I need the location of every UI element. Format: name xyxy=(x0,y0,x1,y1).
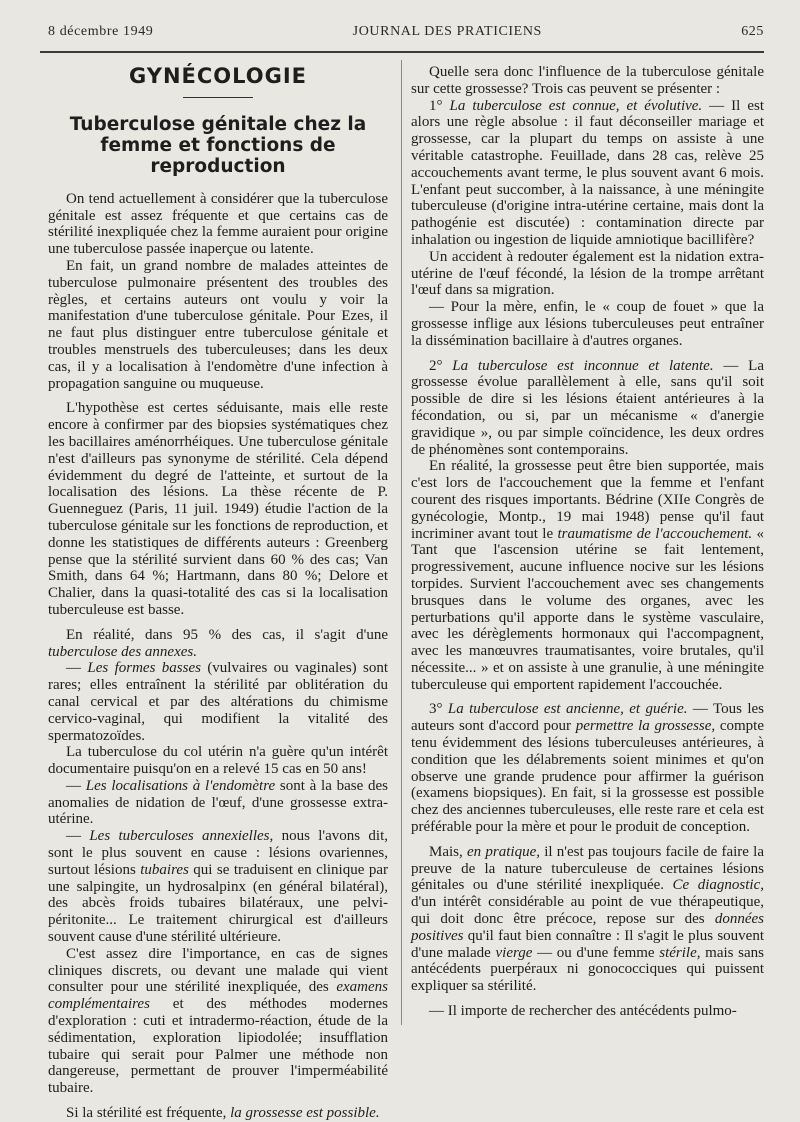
title-rule xyxy=(183,97,253,98)
section-title: GYNÉCOLOGIE xyxy=(128,64,308,88)
page-number: 625 xyxy=(741,24,764,39)
paragraph: C'est assez dire l'importance, en cas de signes cliniques discrets, ou devant une malade qui vient consulter pour une stérilité inexpliquée, des examens complémentaires et des méthodes modernes d'exploration : cuti et intradermo-réaction, étude de la sédimentation, exploration lipiodolée; insufflation tubaire qui serait pour Palmer une méthode non dangereuse, permettant de prouver l'imperméabilité tubaire. xyxy=(48,945,388,1097)
paragraph: — Pour la mère, enfin, le « coup de fouet » que la grossesse inflige aux lésions tuberculeuses peut entraîner la dissémination bacillaire à d'autres organes. xyxy=(411,299,764,349)
issue-date: 8 décembre 1949 xyxy=(48,24,154,39)
paragraph: — Les localisations à l'endomètre sont à la base des anomalies de nidation de l'œuf, d'une grossesse extra-utérine. xyxy=(48,777,389,828)
paragraph: En réalité, la grossesse peut être bien supportée, mais c'est lors de l'accouchement que la femme et l'enfant courent des risques importants. Bédrine (XIIe Congrès de gynécologie, Montp., 19 mai 1948) pense qu'il faut incriminer avant tout le traumatisme de l'accouchement. « Tant que l'ascension utérine se fait lentement, progressivement, aucune influence nocive sur les lésions torpides. Survient l'accouchement avec ses changements brusques dans le volume des organes, avec les perturbations qu'il apporte dans le système vasculaire, avec les dérèglements hormonaux qui l'accompagnent, avec les manœuvres traumatisantes, voire brutales, qu'il nécessite... » et on assiste à une granulie, à une méningite tuberculeuse qui emportent rapidement l'accouchée. xyxy=(411,458,764,693)
paragraph: En fait, un grand nombre de malades atteintes de tuberculose pulmonaire présentent des troubles des règles, et certains auteurs ont voulu y voir la manifestation d'une tuberculose génitale. Pour Ezes, il ne faut plus distinguer entre tuberculose génitale et troubles menstruels des tuberculeuses; dans les deux cas, il y a localisation à l'endomètre d'une infection à propagation sanguine ou muqueuse. xyxy=(48,257,388,392)
header-rule xyxy=(40,51,764,53)
paragraph: Un accident à redouter également est la nidation extra-utérine de l'œuf fécondé, la lésion de la trompe arrêtant l'œuf dans sa migration. xyxy=(411,248,764,299)
running-header xyxy=(48,24,764,48)
paragraph: — Les formes basses (vulvaires ou vaginales) sont rares; elles entraînent la stérilité par oblitération du canal cervical et par des altérations du chimisme cervico-vaginal, qui modifient la vitalité des spermatozoïdes. xyxy=(48,660,389,744)
column-separator xyxy=(401,60,402,1025)
paragraph: La tuberculose du col utérin n'a guère qu'un intérêt documentaire puisqu'on en a relevé 15 cas en 50 ans! xyxy=(48,744,388,778)
paragraph: L'hypothèse est certes séduisante, mais elle reste encore à confirmer par des biopsies systématiques chez les bacillaires aménorrhéiques. Une tuberculose génitale n'est d'ailleurs pas synonyme de stérilité. Cela dépend évidemment du degré de l'atteinte, et surtout de la localisation des lésions. La thèse récente de P. Guenneguez (Paris, 11 juil. 1949) étudie l'action de la tuberculose génitale sur les fonctions de reproduction, et donne les statistiques de différents auteurs : Greenberg pense que la stérilité survient dans 60 % des cas; Van Smith, dans 64 %; Hartmann, dans 80 %; Delore et Chalier, dans la quasi-totalité des cas si la localisation tuberculeuse est basse. xyxy=(48,400,388,618)
left-column xyxy=(48,64,388,1122)
paragraph: On tend actuellement à considérer que la tuberculose génitale est assez fréquente et que certains cas de stérilité inexpliquée chez la femme auraient pour origine une tuberculose passée inaperçue ou latente. xyxy=(48,190,388,258)
paragraph: 3° La tuberculose est ancienne, et guérie. — Tous les auteurs sont d'accord pour permettre la grossesse, compte tenu évidemment des lésions tuberculeuses antérieures, à condition que les délabrements soient minimes et qu'on observe une grande prudence pour affirmer la guérison (examens biopsiques). En fait, si la grossesse est possible chez des anciennes tuberculeuses, elle reste rare et cela est préférable pour la mère et pour le produit de conception. xyxy=(411,701,765,836)
journal-name: JOURNAL DES PRATICIENS xyxy=(352,24,542,39)
paragraph: 2° La tuberculose est inconnue et latente. — La grossesse évolue parallèlement à elle, sans qu'il soit possible de dire si les lésions étaient antérieures à la fécondation, ou si, par un mécanisme « d'anergie gravidique », ou par simple coïncidence, les deux ordres de phénomènes sont contemporains. xyxy=(411,357,765,458)
paragraph: — Il importe de rechercher des antécédents pulmo- xyxy=(429,1003,737,1020)
paragraph: Mais, en pratique, il n'est pas toujours facile de faire la preuve de la nature tuberculeuse de certaines lésions génitales ou d'une stérilité inexpliquée. Ce diagnostic, d'un intérêt considérable au point de vue thérapeutique, qui doit donc être précoce, repose sur des données positives qu'il faut bien connaître : Il s'agit le plus souvent d'une malade vierge — ou d'une femme stérile, mais sans antécédents puerpéraux ni gonococciques qui puissent expliquer sa stérilité. xyxy=(411,843,765,995)
paragraph: En réalité, dans 95 % des cas, il s'agit d'une tuberculose des annexes. xyxy=(48,626,388,660)
paragraph: — Les tuberculoses annexielles, nous l'avons dit, sont le plus souvent en cause : lésions ovariennes, surtout lésions tubaires qui se traduisent en clinique par une salpingite, un hydrosalpinx (en général bilatéral), des abcès froids tubaires bilatéraux, une pelvi-péritonite... Le traitement chirurgical est d'ailleurs souvent cause d'une stérilité ultérieure. xyxy=(48,828,388,946)
article-title: Tuberculose génitale chez la femme et fonctions de reproduction xyxy=(69,113,367,177)
paragraph: 1° La tuberculose est connue, et évolutive. — Il est alors une règle absolue : il faut déconseiller mariage et grossesse, car la plupart du temps on assiste à une véritable catastrophe. Feuillade, dans 28 cas, relève 25 accouchements avant terme, le plus souvent avant 6 mois. L'enfant peut succomber, à la naissance, à une méningite tuberculeuse (d'origine intra-utérine certaine, mais dont la pathogénie est discutée) : contamination directe par inhalation ou ingestion de liquide amniotique bacillifère? xyxy=(411,97,764,248)
paragraph: Quelle sera donc l'influence de la tuberculose génitale sur cette grossesse? Trois cas peuvent se présenter : xyxy=(411,64,764,97)
paragraph: Si la stérilité est fréquente, la grossesse est possible. xyxy=(66,1105,380,1122)
right-column xyxy=(411,64,764,1020)
